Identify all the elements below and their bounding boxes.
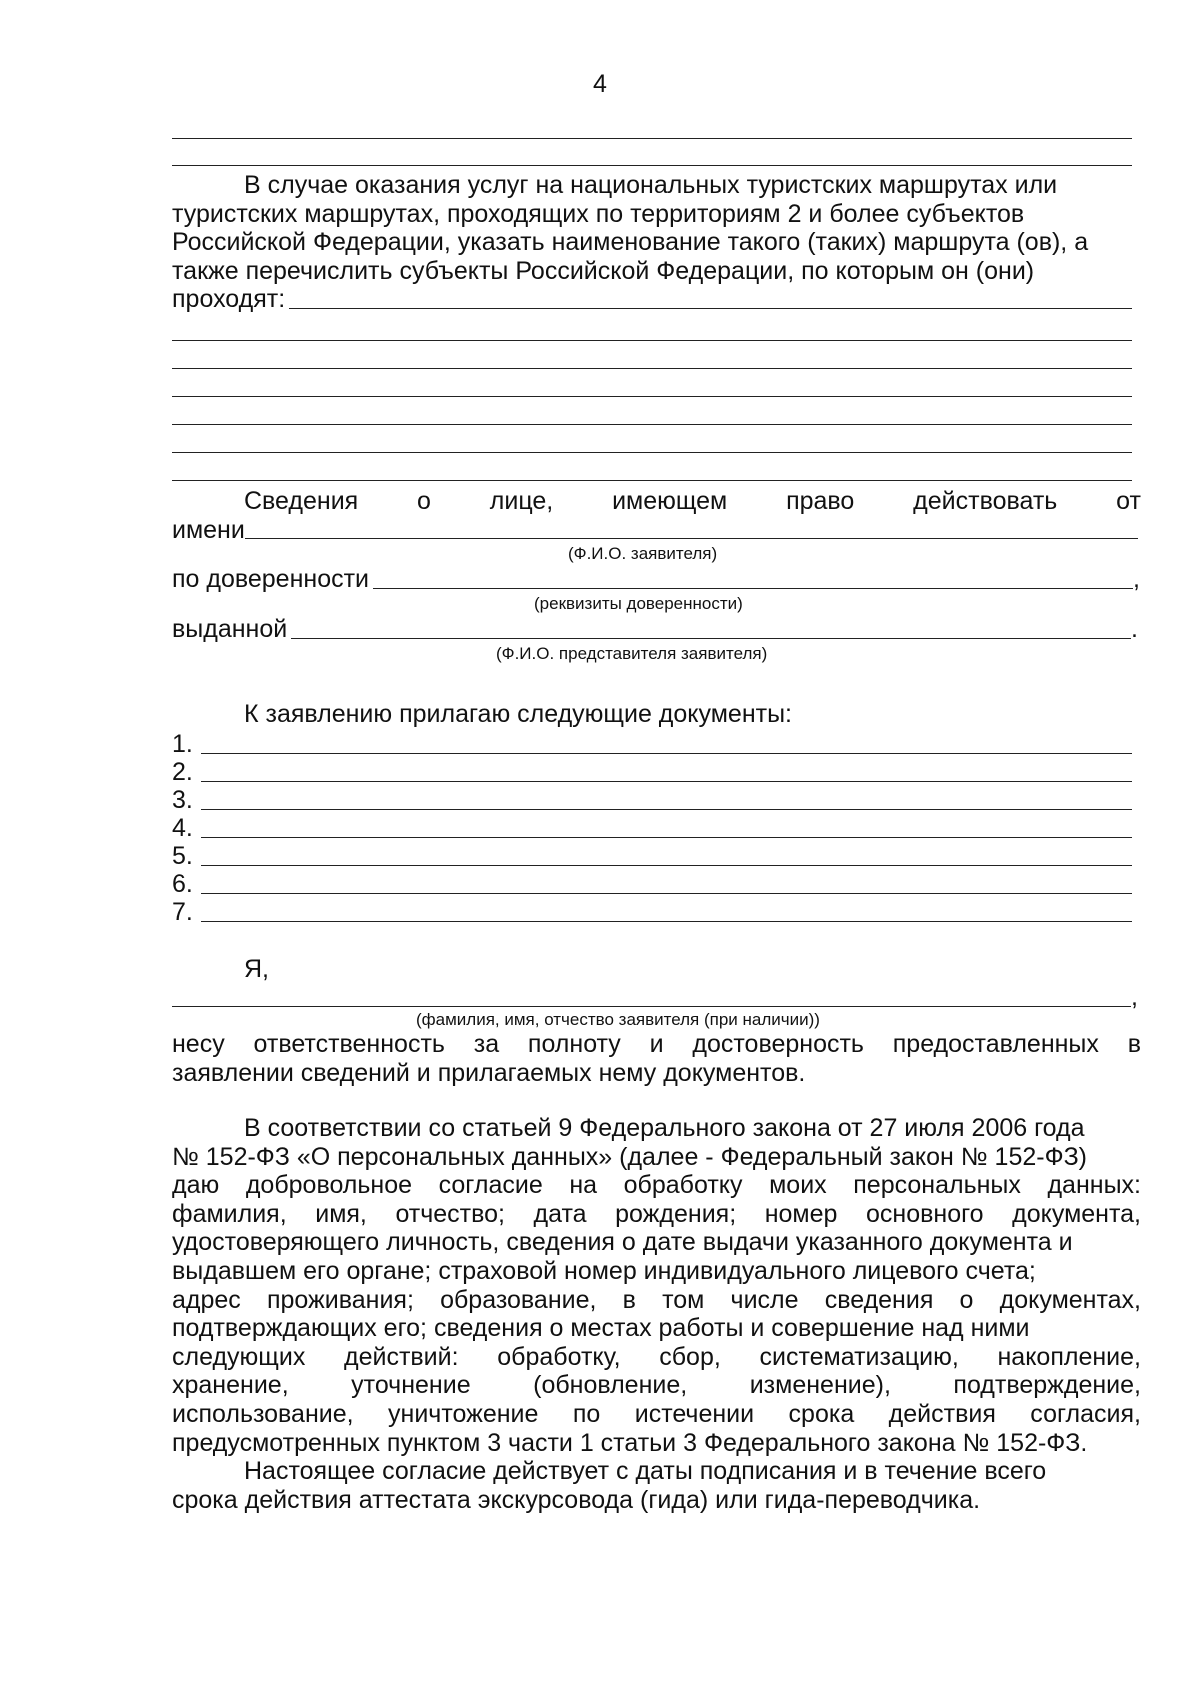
- issued-field[interactable]: [172, 615, 1138, 644]
- name-input-line[interactable]: [245, 538, 1138, 539]
- poa-input-line[interactable]: [373, 588, 1133, 589]
- attachment-item[interactable]: [172, 898, 1132, 927]
- blank-line[interactable]: [172, 368, 1132, 369]
- text-line: хранение, уточнение (обновление, изменение), подтверждение,: [172, 1371, 1141, 1400]
- word: Сведения: [244, 487, 359, 515]
- attachment-item[interactable]: [172, 730, 1132, 759]
- name-caption: (Ф.И.О. заявителя): [568, 544, 718, 563]
- issued-caption: (Ф.И.О. представителя заявителя): [496, 644, 768, 663]
- poa-label: по доверенности: [172, 565, 370, 593]
- text-line: несу ответственность за полноту и достоверность предоставленных в: [172, 1030, 1141, 1058]
- blank-line[interactable]: [172, 165, 1132, 166]
- text-line: срока действия аттестата экскурсовода (гида) или гида-переводчика.: [172, 1485, 981, 1514]
- attachment-input-line[interactable]: [201, 893, 1132, 894]
- attachment-item[interactable]: [172, 786, 1132, 815]
- attachment-item[interactable]: [172, 814, 1132, 843]
- item-number: 6.: [172, 870, 193, 898]
- attachment-input-line[interactable]: [201, 921, 1132, 922]
- word: имеющем: [612, 487, 728, 515]
- text-line: предусмотренных пунктом 3 части 1 статьи 3 Федерального закона № 152-ФЗ.: [172, 1428, 1088, 1457]
- blank-line[interactable]: [172, 340, 1132, 341]
- word: от: [1116, 487, 1141, 515]
- routes-field[interactable]: [172, 285, 1132, 314]
- poa-caption: (реквизиты доверенности): [534, 594, 743, 613]
- word: о: [417, 487, 431, 515]
- item-number: 5.: [172, 842, 193, 870]
- poa-field[interactable]: [172, 565, 1140, 594]
- blank-line[interactable]: [172, 424, 1132, 425]
- item-number: 3.: [172, 786, 193, 814]
- text-line: В случае оказания услуг на национальных туристских маршрутах или: [244, 171, 1058, 199]
- routes-paragraph: [172, 171, 1141, 314]
- attachment-item[interactable]: [172, 870, 1132, 899]
- text-line: следующих действий: обработку, сбор, систематизацию, накопление,: [172, 1342, 1141, 1371]
- item-number: 2.: [172, 758, 193, 786]
- text-line: Российской Федерации, указать наименование такого (таких) маршрута (ов), а: [172, 228, 1089, 257]
- page-number: 4: [593, 70, 607, 98]
- attachment-input-line[interactable]: [201, 865, 1132, 866]
- blank-line[interactable]: [172, 396, 1132, 397]
- text-line: даю добровольное согласие на обработку моих персональных данных:: [172, 1171, 1141, 1200]
- text-line: Настоящее согласие действует с даты подписания и в течение всего: [244, 1457, 1047, 1486]
- text-line: также перечислить субъекты Российской Федерации, по которым он (они): [172, 256, 1035, 285]
- item-number: 4.: [172, 814, 193, 842]
- attachment-item[interactable]: [172, 758, 1132, 787]
- text-line: туристских маршрутах, проходящих по территориям 2 и более субъектов: [172, 199, 1025, 228]
- name-label: имени: [172, 515, 245, 544]
- attachment-input-line[interactable]: [201, 809, 1132, 810]
- text-line: адрес проживания; образование, в том числе сведения о документах,: [172, 1285, 1141, 1314]
- text-line: В соответствии со статьей 9 Федерального закона от 27 июля 2006 года: [244, 1114, 1085, 1142]
- attachment-input-line[interactable]: [201, 837, 1132, 838]
- issued-label: выданной: [172, 615, 288, 643]
- representative-section: [172, 487, 1141, 544]
- routes-input-line[interactable]: [289, 308, 1132, 309]
- blank-line[interactable]: [172, 138, 1132, 139]
- word: действовать: [913, 487, 1058, 515]
- item-number: 1.: [172, 730, 193, 758]
- blank-line[interactable]: [172, 452, 1132, 453]
- declarant-name-field[interactable]: [172, 983, 1138, 1012]
- text-line: удостоверяющего личность, сведения о дате выдачи указанного документа и: [172, 1228, 1073, 1257]
- text-line: использование, уничтожение по истечении срока действия согласия,: [172, 1399, 1141, 1428]
- text-line: выдавшем его органе; страховой номер индивидуального лицевого счета;: [172, 1256, 1036, 1285]
- declaration-start: Я,: [244, 955, 269, 983]
- attachment-input-line[interactable]: [201, 753, 1132, 754]
- text-line: фамилия, имя, отчество; дата рождения; номер основного документа,: [172, 1199, 1141, 1228]
- period: .: [1131, 615, 1138, 643]
- representative-intro: [172, 487, 1141, 516]
- routes-label: проходят:: [172, 285, 286, 314]
- attachments-heading: К заявлению прилагаю следующие документы:: [244, 700, 792, 728]
- declarant-caption: (фамилия, имя, отчество заявителя (при наличии)): [416, 1010, 820, 1029]
- consent-paragraph: [172, 1114, 1141, 1514]
- issued-input-line[interactable]: [291, 638, 1131, 639]
- text-line: подтверждающих его; сведения о местах работы и совершение над ними: [172, 1314, 1030, 1343]
- blank-line[interactable]: [172, 480, 1132, 481]
- comma: ,: [1133, 565, 1140, 593]
- word: лице,: [489, 487, 554, 515]
- attachment-item[interactable]: [172, 842, 1132, 871]
- applicant-name-field[interactable]: [172, 516, 1138, 545]
- text-line: заявлении сведений и прилагаемых нему документов.: [172, 1058, 806, 1087]
- comma: ,: [1131, 983, 1138, 1011]
- declaration-text: [172, 1030, 1141, 1087]
- text-line: № 152-ФЗ «О персональных данных» (далее - Федеральный закон № 152-ФЗ): [172, 1142, 1088, 1171]
- word: право: [786, 487, 855, 515]
- item-number: 7.: [172, 898, 193, 926]
- attachment-input-line[interactable]: [201, 781, 1132, 782]
- declarant-input-line[interactable]: [172, 1006, 1131, 1007]
